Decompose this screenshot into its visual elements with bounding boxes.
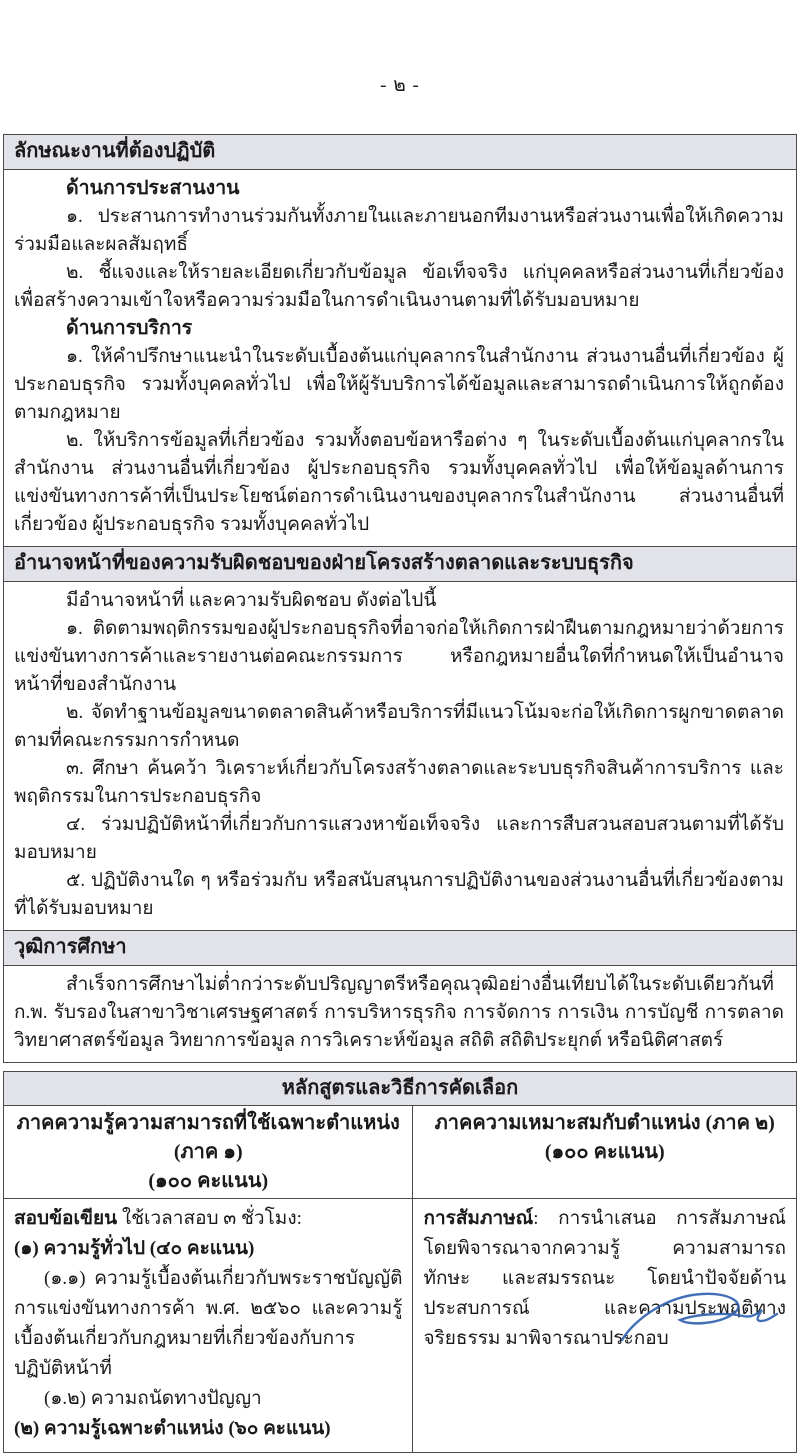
column-header-part1 bbox=[4, 1106, 413, 1199]
paragraph: ๑. ให้คำปรึกษาแนะนำในระดับเบื้องต้นแก่บุคลากรในสำนักงาน ส่วนงานอื่นที่เกี่ยวข้อง ผู้ประกอบธุรกิจ รวมทั้งบุคคลทั่วไป เพื่อให้ผู้รับบริการได้ข้อมูลและสามารถดำเนินการให้ถูกต้องตามกฎหมาย bbox=[14, 346, 784, 423]
paragraph: ๒. ชี้แจงและให้รายละเอียดเกี่ยวกับข้อมูล ข้อเท็จจริง แก่บุคคลหรือส่วนงานที่เกี่ยวข้อง เพื่อสร้างความเข้าใจหรือความร่วมมือในการดำเนินงานตามที่ได้รับมอบหมาย bbox=[14, 262, 784, 311]
paragraph: ๔. ร่วมปฏิบัติหน้าที่เกี่ยวกับการแสวงหาข้อเท็จจริง และการสืบสวนสอบสวนตามที่ได้รับมอบหมาย bbox=[14, 814, 784, 863]
column-title: ภาคความรู้ความสามารถที่ใช้เฉพาะตำแหน่ง (ภาค ๑) bbox=[16, 1112, 400, 1163]
exam-intro bbox=[14, 1204, 402, 1234]
interview-lead: การสัมภาษณ์ bbox=[423, 1208, 534, 1229]
page-number: - ๒ - bbox=[380, 75, 420, 96]
paragraph: ๒. ให้บริการข้อมูลที่เกี่ยวข้อง รวมทั้งตอบข้อหารือต่าง ๆ ในระดับเบื้องต้นแก่บุคลากรในสำนักงาน ส่วนงานอื่นที่เกี่ยวข้อง ผู้ประกอบธุรกิจ รวมทั้งบุคคลทั่วไป เพื่อให้ข้อมูลด้านการแข่งขันทางการค้าที่เป็นประโยชน์ต่อการดำเนินงานของบุคลากรในสำนักงาน ส่วนงานอื่นที่เกี่ยวข้อง ผู้ประกอบธุรกิจ รวมทั้งบุคคลทั่วไป bbox=[14, 430, 784, 535]
exam-item-2: (๒) ความรู้เฉพาะตำแหน่ง (๖๐ คะแนน) bbox=[14, 1418, 331, 1439]
table-column-headers bbox=[4, 1106, 796, 1199]
signature-mark bbox=[614, 1284, 784, 1356]
exam-item-1-1: (๑.๑) ความรู้เบื้องต้นเกี่ยวกับพระราชบัญญัติการแข่งขันทางการค้า พ.ศ. ๒๕๖๐ และความรู้เบื้องต้นเกี่ยวกับกฎหมายที่เกี่ยวข้องกับการปฏิบัติหน้าที่ bbox=[14, 1268, 403, 1379]
subsection-title: ด้านการบริการ bbox=[66, 318, 193, 339]
subsection-title: ด้านการประสานงาน bbox=[66, 178, 240, 199]
paragraph: ๕. ปฏิบัติงานใด ๆ หรือร่วมกับ หรือสนับสนุนการปฏิบัติงานของส่วนงานอื่นที่เกี่ยวข้องตามที่ได้รับมอบหมาย bbox=[14, 870, 784, 919]
section-header-authority: อำนาจหน้าที่ของความรับผิดชอบของฝ่ายโครงสร้างตลาดและระบบธุรกิจ bbox=[4, 546, 796, 582]
section-header-duties: ลักษณะงานที่ต้องปฏิบัติ bbox=[4, 135, 796, 170]
paragraph: ๑. ติดตามพฤติกรรมของผู้ประกอบธุรกิจที่อาจก่อให้เกิดการฝ่าฝืนตามกฎหมายว่าด้วยการแข่งขันทางการค้าและรายงานต่อคณะกรรมการ หรือกฎหมายอื่นใดที่กำหนดให้เป็นอำนาจหน้าที่ของสำนักงาน bbox=[14, 618, 784, 695]
column-score: (๑๐๐ คะแนน) bbox=[148, 1170, 269, 1192]
paragraph: ๓. ศึกษา ค้นคว้า วิเคราะห์เกี่ยวกับโครงสร้างตลาดและระบบธุรกิจสินค้าการบริการ และพฤติกรรมในการประกอบธุรกิจ bbox=[14, 758, 784, 807]
section-body-education bbox=[4, 966, 796, 1062]
exam-intro-lead: สอบข้อเขียน bbox=[14, 1208, 118, 1229]
exam-item-1-2: (๑.๒) ความถนัดทางปัญญา bbox=[44, 1388, 262, 1409]
table-title: หลักสูตรและวิธีการคัดเลือก bbox=[4, 1072, 796, 1106]
exam-item-1: (๑) ความรู้ทั่วไป (๔๐ คะแนน) bbox=[14, 1238, 255, 1259]
job-description-box bbox=[3, 134, 797, 1063]
column-score: (๑๐๐ คะแนน) bbox=[544, 1141, 665, 1163]
column-header-part2 bbox=[413, 1106, 796, 1199]
exam-cell bbox=[4, 1199, 413, 1452]
exam-intro-rest: ใช้เวลาสอบ ๓ ชั่วโมง: bbox=[117, 1208, 302, 1229]
section-body-duties bbox=[4, 170, 796, 546]
column-title: ภาคความเหมาะสมกับตำแหน่ง (ภาค ๒) bbox=[434, 1112, 775, 1134]
section-gap bbox=[3, 1063, 797, 1071]
paragraph: ๑. ประสานการทำงานร่วมกันทั้งภายในและภายนอกทีมงานหรือส่วนงานเพื่อให้เกิดความร่วมมือและผลสัมฤทธิ์ bbox=[14, 206, 784, 255]
section-header-education: วุฒิการศึกษา bbox=[4, 930, 796, 966]
interview-rest: : การนำเสนอ การสัมภาษณ์ โดยพิจารณาจากความรู้ ความสามารถ ทักษะ และสมรรถนะ โดยนำปัจจัยด้านประสบการณ์ และความประพฤติทางจริยธรรม มาพิจารณาประกอบ bbox=[423, 1208, 786, 1349]
paragraph: สำเร็จการศึกษาไม่ต่ำกว่าระดับปริญญาตรีหรือคุณวุฒิอย่างอื่นเทียบได้ในระดับเดียวกันที่ ก.พ. รับรองในสาขาวิชาเศรษฐศาสตร์ การบริหารธุรกิจ การจัดการ การเงิน การบัญชี การตลาด วิทยาศาสตร์ข้อมูล วิทยาการข้อมูล การวิเคราะห์ข้อมูล สถิติ สถิติประยุกต์ หรือนิติศาสตร์ bbox=[14, 974, 784, 1051]
paragraph: มีอำนาจหน้าที่ และความรับผิดชอบ ดังต่อไปนี้ bbox=[66, 590, 437, 611]
section-body-authority bbox=[4, 582, 796, 930]
selection-table bbox=[3, 1071, 797, 1453]
paragraph: ๒. จัดทำฐานข้อมูลขนาดตลาดสินค้าหรือบริการที่มีแนวโน้มจะก่อให้เกิดการผูกขาดตลาดตามที่คณะกรรมการกำหนด bbox=[14, 702, 784, 751]
